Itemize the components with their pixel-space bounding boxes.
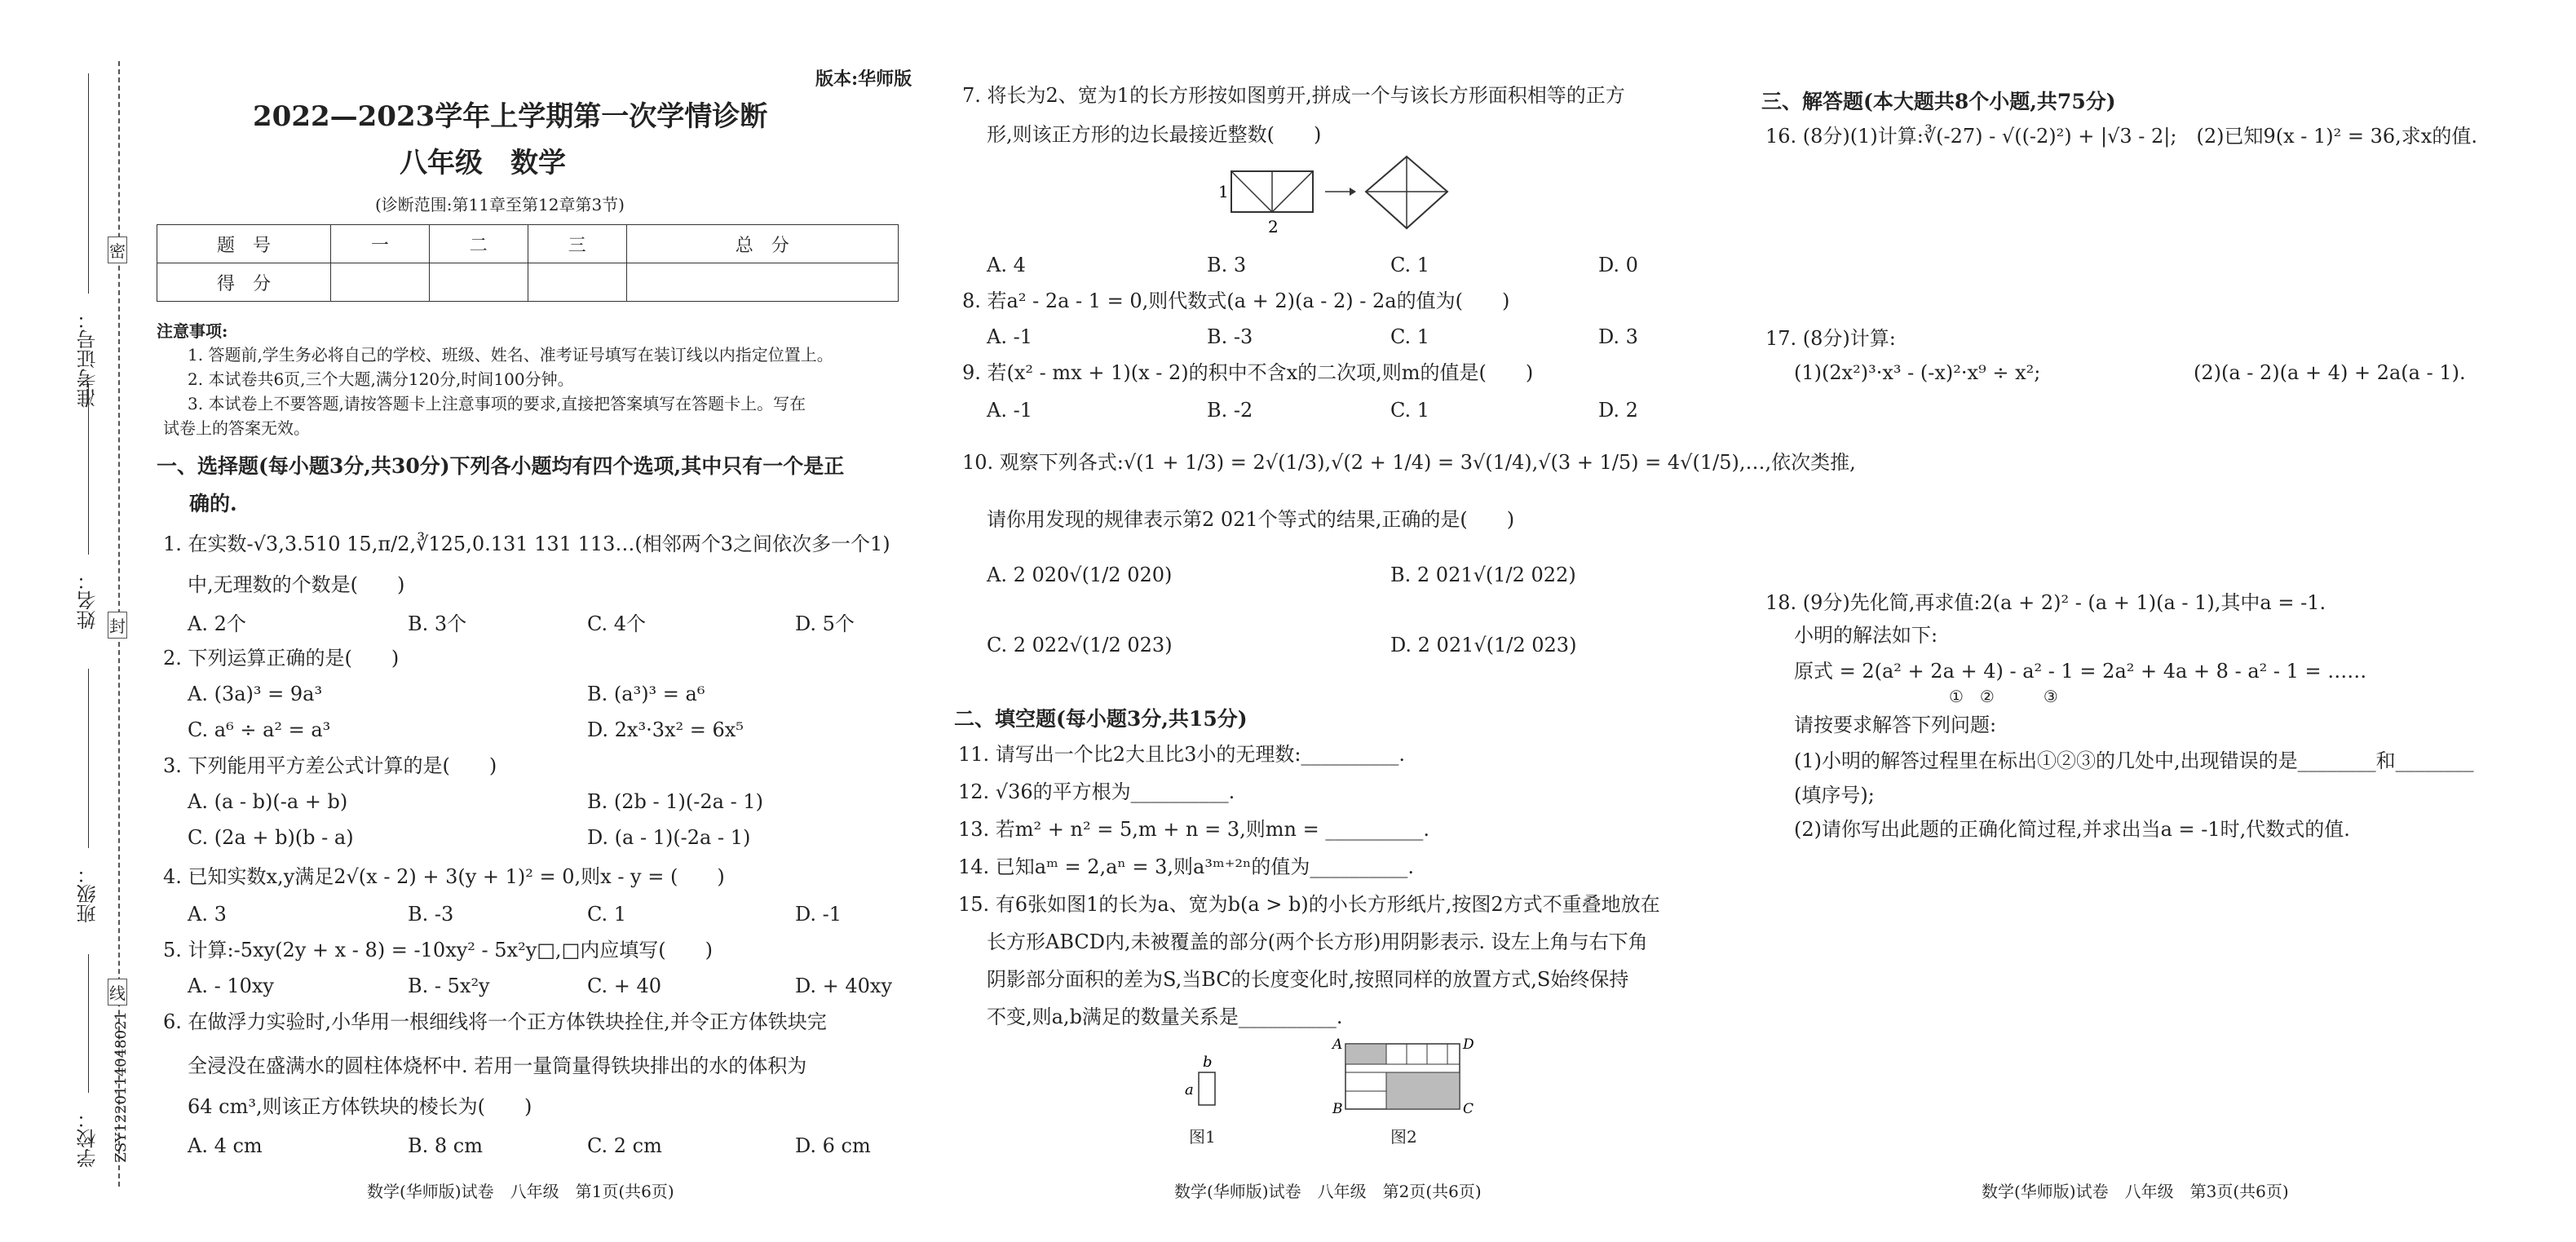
q15-label-B: B (1332, 1101, 1343, 1117)
class-underline (88, 669, 89, 848)
notes-title: 注意事项: (157, 321, 228, 341)
q15-text-4: 不变,则a,b满足的数量关系是__________. (987, 1006, 1343, 1028)
exam-title: 2022—2023学年上学期第一次学情诊断 (253, 100, 768, 133)
q9-opt-b: B. -2 (1207, 399, 1253, 422)
q7-text: 7. 将长为2、宽为1的长方形按如图剪开,拼成一个与该长方形面积相等的正方 (962, 84, 1625, 107)
q4-text: 4. 已知实数x,y满足2√(x - 2) + 3(y + 1)² = 0,则x - y = ( ) (163, 865, 725, 888)
page3-footer: 数学(华师版)试卷 八年级 第3页(共6页) (1982, 1182, 2289, 1201)
q8-opt-d: D. 3 (1598, 325, 1638, 348)
q10-opt-d: D. 2 021√(1/2 023) (1390, 634, 1577, 656)
q7-opt-b: B. 3 (1207, 254, 1247, 276)
note-item: 3. 本试卷上不要答题,请按答题卡上注意事项的要求,直接把答案填写在答题卡上。写在 (188, 394, 806, 413)
section3-title: 三、解答题(本大题共8个小题,共75分) (1761, 90, 2116, 113)
q6-text-2: 全浸没在盛满水的圆柱体烧杯中. 若用一量筒量得铁块排出的水的体积为 (188, 1054, 807, 1077)
q1-opt-a: A. 2个 (188, 612, 246, 635)
q6-opt-b: B. 8 cm (408, 1134, 483, 1157)
q17-title: 17. (8分)计算: (1765, 327, 1896, 350)
q2-opt-b: B. (a³)³ = a⁶ (587, 683, 705, 705)
page1-footer: 数学(华师版)试卷 八年级 第1页(共6页) (367, 1182, 674, 1201)
q6-opt-a: A. 4 cm (188, 1134, 263, 1157)
class-label: 班级： (77, 864, 99, 923)
seal-mi: 密 (108, 236, 127, 263)
q10-opt-c: C. 2 022√(1/2 023) (987, 634, 1173, 656)
q9-opt-c: C. 1 (1390, 399, 1430, 422)
q7-opt-c: C. 1 (1390, 254, 1430, 276)
q8-opt-c: C. 1 (1390, 325, 1430, 348)
note-item: 2. 本试卷共6页,三个大题,满分120分,时间100分钟。 (188, 369, 574, 389)
q2-opt-c: C. a⁶ ÷ a² = a³ (188, 718, 331, 741)
q1-opt-b: B. 3个 (408, 612, 467, 635)
score-head-1: 题 号 (157, 225, 331, 263)
q15-label-D: D (1463, 1036, 1474, 1053)
q6-opt-c: C. 2 cm (587, 1134, 662, 1157)
q16-text: 16. (8分)(1)计算:∛(-27) - √((-2)²) + |√3 - 2|; (2)已知9(x - 1)² = 36,求x的值. (1765, 125, 2477, 148)
score-cell (626, 263, 898, 302)
q5-opt-a: A. - 10xy (188, 975, 274, 997)
section2-title: 二、填空题(每小题3分,共15分) (954, 707, 1248, 731)
exam-id-underline (88, 73, 89, 294)
q2-opt-d: D. 2x³·3x² = 6x⁵ (587, 718, 744, 741)
page2-footer: 数学(华师版)试卷 八年级 第2页(共6页) (1174, 1182, 1482, 1201)
q15-label-a: a (1185, 1081, 1194, 1098)
q11-text: 11. 请写出一个比2大且比3小的无理数:__________. (958, 743, 1406, 766)
q17-part2: (2)(a - 2)(a + 4) + 2a(a - 1). (2194, 361, 2466, 384)
q10-text: 10. 观察下列各式:√(1 + 1/3) = 2√(1/3),√(2 + 1/4) = 3√(1/4),√(3 + 1/5) = 4√(1/5),…,依次类推, (962, 451, 1856, 474)
q10-opt-a: A. 2 020√(1/2 020) (987, 564, 1173, 586)
q15-text: 15. 有6张如图1的长为a、宽为b(a > b)的小长方形纸片,按图2方式不重叠地放在 (958, 893, 1660, 916)
score-head-4: 三 (528, 225, 626, 263)
seal-feng: 封 (108, 612, 127, 639)
section1-title-2: 确的. (189, 492, 237, 515)
q1-text-2: 中,无理数的个数是( ) (188, 573, 405, 596)
q18-step-marks: ① ② ③ (1949, 687, 2058, 706)
score-head-5: 总 分 (626, 225, 898, 263)
q15-shade-top-left (1345, 1044, 1386, 1064)
q18-text-4: 请按要求解答下列问题: (1794, 714, 1997, 736)
q9-text: 9. 若(x² - mx + 1)(x - 2)的积中不含x的二次项,则m的值是( ) (962, 361, 1534, 384)
q2-text: 2. 下列运算正确的是( ) (163, 647, 400, 670)
exam-id-label: 准考证号： (77, 310, 99, 408)
notes-list (163, 343, 897, 440)
q3-opt-d: D. (a - 1)(-2a - 1) (587, 826, 751, 849)
q3-opt-c: C. (2a + b)(b - a) (188, 826, 354, 849)
q15-shade-bottom-right (1386, 1072, 1460, 1109)
q1-text: 1. 在实数-√3,3.510 15,π/2,∛125,0.131 131 113…(相邻两个3之间依次多一个1) (163, 533, 890, 555)
q15-fig1-caption: 图1 (1189, 1127, 1216, 1147)
q5-text: 5. 计算:-5xy(2y + x - 8) = -10xy² - 5x²y□,□内应填写( ) (163, 939, 713, 961)
name-underline (88, 383, 89, 555)
q5-opt-d: D. + 40xy (795, 975, 893, 997)
q6-text: 6. 在做浮力实验时,小华用一根细线将一个正方体铁块拴住,并令正方体铁块完 (163, 1010, 827, 1033)
note-item: 试卷上的答案无效。 (163, 418, 310, 438)
q3-opt-a: A. (a - b)(-a + b) (188, 790, 348, 813)
q18-text-5: (1)小明的解答过程里在标出①②③的几处中,出现错误的是________和________ (1794, 749, 2474, 772)
q18-text-7: (2)请你写出此题的正确化简过程,并求出当a = -1时,代数式的值. (1794, 818, 2350, 841)
q4-opt-a: A. 3 (188, 903, 227, 926)
q15-text-2: 长方形ABCD内,未被覆盖的部分(两个长方形)用阴影表示. 设左上角与右下角 (987, 930, 1648, 953)
q7-cut-line (1272, 171, 1313, 212)
q3-opt-b: B. (2b - 1)(-2a - 1) (587, 790, 763, 813)
q4-opt-c: C. 1 (587, 903, 627, 926)
q7-opt-a: A. 4 (987, 254, 1026, 276)
q18-text-2: 小明的解法如下: (1794, 624, 1938, 647)
name-label: 姓名： (77, 571, 99, 630)
q18-text-6: (填序号); (1794, 784, 1875, 807)
exam-subtitle: 八年级 数学 (400, 147, 566, 179)
q15-small-rect (1199, 1072, 1215, 1105)
q15-label-A: A (1332, 1036, 1343, 1053)
q8-text: 8. 若a² - 2a - 1 = 0,则代数式(a + 2)(a - 2) - 2a的值为( ) (962, 290, 1510, 312)
q7-label-1: 1 (1218, 182, 1229, 201)
q15-figure-1 (1178, 1052, 1227, 1125)
paper-code: ZSY1220114048021 (113, 1011, 130, 1163)
section1-title: 一、选择题(每小题3分,共30分)下列各小题均有四个选项,其中只有一个是正 (157, 454, 845, 478)
q6-text-3: 64 cm³,则该正方体铁块的棱长为( ) (188, 1095, 532, 1118)
note-item: 1. 答题前,学生务必将自己的学校、班级、姓名、准考证号填写在装订线以内指定位置上。 (188, 345, 833, 365)
q15-label-C: C (1463, 1101, 1474, 1117)
q7-arrow-head (1350, 188, 1356, 196)
q15-label-b: b (1203, 1054, 1213, 1071)
q7-cut-line (1231, 171, 1272, 212)
q7-text-2: 形,则该正方形的边长最接近整数( ) (987, 123, 1322, 146)
version-label: 版本:华师版 (815, 69, 912, 90)
q9-opt-d: D. 2 (1598, 399, 1638, 422)
q15-fig2-caption: 图2 (1390, 1127, 1417, 1147)
q17-part1: (1)(2x²)³·x³ - (-x)²·x⁹ ÷ x²; (1794, 361, 2041, 384)
q14-text: 14. 已知aᵐ = 2,aⁿ = 3,则a³ᵐ⁺²ⁿ的值为__________. (958, 855, 1414, 878)
q8-opt-a: A. -1 (987, 325, 1032, 348)
q6-opt-d: D. 6 cm (795, 1134, 871, 1157)
score-head-2: 一 (331, 225, 430, 263)
school-underline (88, 954, 89, 1093)
q10-text-2: 请你用发现的规律表示第2 021个等式的结果,正确的是( ) (987, 508, 1515, 531)
seal-xian: 线 (108, 979, 127, 1006)
q4-opt-d: D. -1 (795, 903, 842, 926)
score-head-3: 二 (429, 225, 528, 263)
q12-text: 12. √36的平方根为__________. (958, 780, 1235, 803)
q1-opt-d: D. 5个 (795, 612, 855, 635)
school-label: 学校： (77, 1109, 99, 1168)
q3-text: 3. 下列能用平方差公式计算的是( ) (163, 754, 497, 777)
q18-text: 18. (9分)先化简,再求值:2(a + 2)² - (a + 1)(a - 1),其中a = -1. (1765, 591, 2326, 614)
exam-scope: (诊断范围:第11章至第12章第3节) (375, 195, 625, 214)
q1-opt-c: C. 4个 (587, 612, 647, 635)
q7-figure (1215, 155, 1460, 245)
q5-opt-c: C. + 40 (587, 975, 662, 997)
q10-opt-b: B. 2 021√(1/2 022) (1390, 564, 1576, 586)
q7-label-2: 2 (1268, 217, 1279, 236)
q18-text-3: 原式 = 2(a² + 2a + 4) - a² - 1 = 2a² + 4a + 8 - a² - 1 = …… (1794, 660, 2367, 683)
q13-text: 13. 若m² + n² = 5,m + n = 3,则mn = __________. (958, 818, 1429, 841)
q7-opt-d: D. 0 (1598, 254, 1638, 276)
q15-text-3: 阴影部分面积的差为S,当BC的长度变化时,按照同样的放置方式,S始终保持 (987, 968, 1629, 991)
score-table (157, 224, 899, 302)
q2-opt-a: A. (3a)³ = 9a³ (188, 683, 323, 705)
score-cell (429, 263, 528, 302)
q5-opt-b: B. - 5x²y (408, 975, 490, 997)
score-cell (331, 263, 430, 302)
q9-opt-a: A. -1 (987, 399, 1032, 422)
q8-opt-b: B. -3 (1207, 325, 1253, 348)
score-cell (528, 263, 626, 302)
q15-figure-2 (1329, 1036, 1476, 1125)
q4-opt-b: B. -3 (408, 903, 454, 926)
score-row-label: 得 分 (157, 263, 331, 302)
